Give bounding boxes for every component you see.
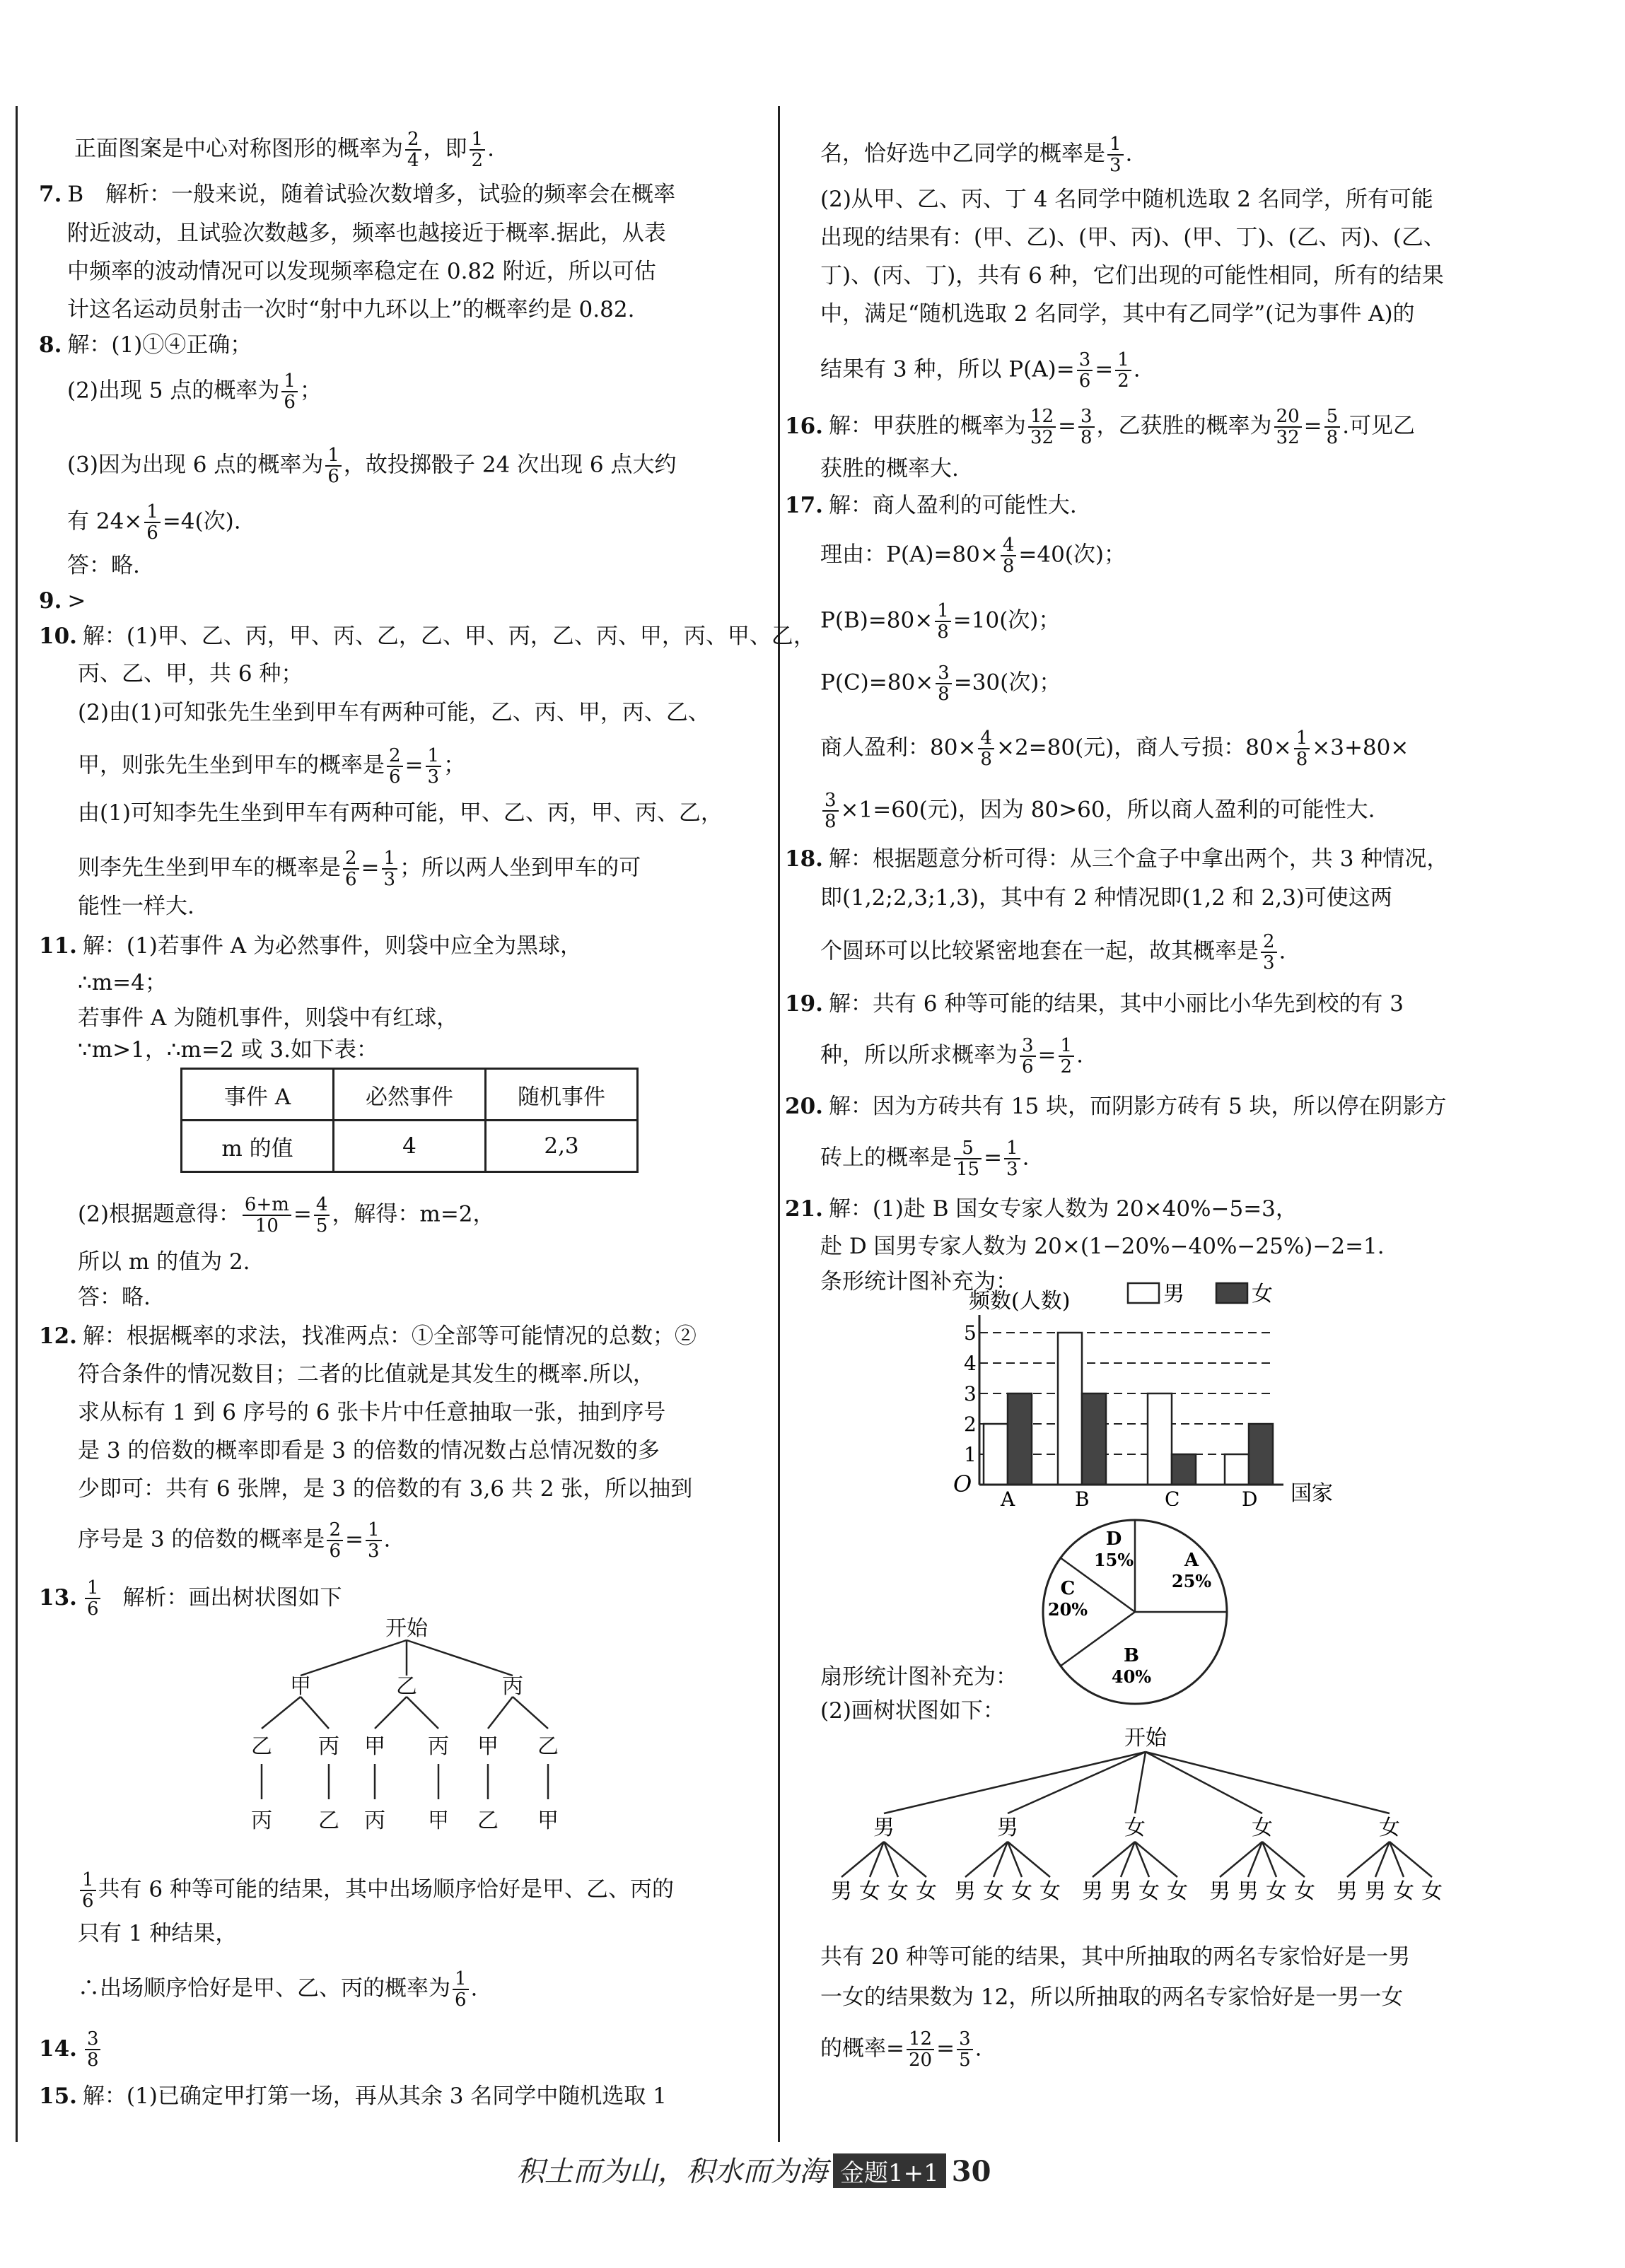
- legend-label-male: 男: [1163, 1282, 1184, 1307]
- line: ∴m=4；: [78, 970, 167, 995]
- tree-edge: [1008, 1752, 1146, 1813]
- line: 附近波动，且试验次数越多，频率也越接近于概率.据此，从表: [67, 221, 666, 246]
- bar-male: [1058, 1333, 1082, 1485]
- line: ∵m>1，∴m=2 或 3.如下表：: [78, 1037, 378, 1063]
- tree-leaf: 男: [1110, 1879, 1131, 1904]
- table-header: 必然事件: [334, 1069, 486, 1121]
- question-16: 16. 解：甲获胜的概率为 $\frac{12}{32}$ = $\frac{3}{8}$ ，乙获胜的概率为 $\frac{20}{32}$ = $\frac{5}{8}$ .可见乙: [785, 406, 1416, 448]
- line: 理由：P(A)=80× $\frac{4}{8}$ =40(次)；: [820, 534, 1126, 577]
- line: (2)出现 5 点的概率为 $\frac{1}{6}$ ；: [67, 370, 322, 413]
- line: 一女的结果数为 12，所以所抽取的两名专家恰好是一男一女: [820, 1984, 1404, 2010]
- bar-female: [1172, 1454, 1196, 1485]
- fraction: $\frac{1}{3}$: [366, 1520, 382, 1561]
- fraction: $\frac{4}{5}$: [314, 1195, 330, 1236]
- fraction: $\frac{1}{6}$: [325, 445, 342, 486]
- line: 扇形统计图补充为：: [820, 1664, 1018, 1690]
- question-14: 14. $\frac{3}{8}$: [39, 2029, 103, 2070]
- line: $\frac{1}{6}$ 共有 6 种等可能的结果，其中出场顺序恰好是甲、乙、丙的: [78, 1870, 674, 1911]
- fraction: $\frac{2}{3}$: [1261, 932, 1277, 973]
- y-tick-label: 2: [964, 1413, 977, 1436]
- question-20: 20. 解：因为方砖共有 15 块，而阴影方砖有 5 块，所以停在阴影方: [785, 1094, 1447, 1119]
- fraction: $\frac{1}{6}$: [144, 502, 161, 543]
- fraction: $\frac{2}{6}$: [343, 848, 359, 889]
- fraction: $\frac{3}{8}$: [936, 663, 952, 704]
- line: 商人盈利：80× $\frac{4}{8}$ ×2=80(元)，商人亏损：80× $\frac{1}{8}$ ×3+80×: [820, 727, 1409, 770]
- tree-node: 甲: [290, 1674, 311, 1699]
- line: 丁)、(丙、丁)，共有 6 种，它们出现的可能性相同，所有的结果: [820, 263, 1444, 288]
- line: (2)从甲、乙、丙、丁 4 名同学中随机选取 2 名同学，所有可能: [820, 187, 1433, 212]
- pie-chart: [1039, 1513, 1252, 1711]
- question-11: 11. 解：(1)若事件 A 为必然事件，则袋中应全为黑球，: [39, 933, 582, 959]
- tree-node: 甲: [428, 1808, 449, 1833]
- question-12: 12. 解：根据概率的求法，找准两点：①全部等可能情况的总数；②: [39, 1323, 697, 1349]
- question-18: 18. 解：根据题意分析可得：从三个盒子中拿出两个，共 3 种情况，: [785, 846, 1449, 872]
- table-cell: m 的值: [182, 1121, 334, 1172]
- bar-male: [1225, 1454, 1249, 1485]
- fraction: $\frac{5}{15}$: [954, 1138, 982, 1179]
- line: 赴 D 国男专家人数为 20×(1−20%−40%−25%)−2=1.: [820, 1234, 1385, 1259]
- line: 共有 20 种等可能的结果，其中所抽取的两名专家恰好是一男: [820, 1944, 1411, 1970]
- fraction: $\frac{20}{32}$: [1274, 407, 1302, 448]
- fraction: $\frac{1}{2}$: [1115, 350, 1131, 391]
- line: 少即可：共有 6 张牌，是 3 的倍数的有 3,6 共 2 张，所以抽到: [78, 1476, 693, 1502]
- x-axis-label: 国家: [1291, 1481, 1333, 1506]
- tree-node: 乙: [537, 1734, 559, 1759]
- tree-leaf: 男: [1209, 1879, 1230, 1904]
- tree-edge: [1146, 1752, 1390, 1813]
- tree-leaf: 女: [1167, 1879, 1188, 1904]
- fraction: $\frac{3}{8}$: [1078, 407, 1095, 448]
- fraction: $\frac{12}{20}$: [907, 2029, 934, 2070]
- question-10: 10. 解：(1)甲、乙、丙，甲、丙、乙，乙、甲、丙，乙、丙、甲，丙、甲、乙，: [39, 624, 815, 649]
- tree-leaf: 女: [1011, 1879, 1032, 1904]
- line: 答：略.: [78, 1285, 151, 1310]
- question-15: 15. 解：(1)已确定甲打第一场，再从其余 3 名同学中随机选取 1: [39, 2083, 667, 2109]
- fraction: $\frac{1}{6}$: [85, 1578, 101, 1619]
- page-number: 30: [951, 2155, 991, 2188]
- line: 种，所以所求概率为 $\frac{3}{6}$ = $\frac{1}{2}$ .: [820, 1035, 1083, 1077]
- bar-male: [984, 1424, 1008, 1485]
- x-tick-label: A: [1001, 1487, 1015, 1506]
- x-tick-label: C: [1165, 1487, 1180, 1506]
- x-tick-label: D: [1242, 1487, 1258, 1506]
- pie-pct: 15%: [1093, 1550, 1134, 1570]
- tree-diagram-1: [233, 1615, 601, 1849]
- line: 则李先生坐到甲车的概率是 $\frac{2}{6}$ = $\frac{1}{3}$ ；所以两人坐到甲车的可: [78, 848, 641, 890]
- brand-badge: 金题1+1: [833, 2153, 946, 2188]
- tree-node: 女: [1379, 1816, 1400, 1840]
- pie-label: C: [1060, 1578, 1076, 1599]
- y-tick-label: 1: [964, 1443, 977, 1466]
- line: ∴出场顺序恰好是甲、乙、丙的概率为 $\frac{1}{6}$ .: [78, 1968, 478, 2011]
- line: 计这名运动员射击一次时“射中九环以上”的概率约是 0.82.: [67, 297, 635, 322]
- line: 求从标有 1 到 6 序号的 6 张卡片中任意抽取一张，抽到序号: [78, 1400, 666, 1425]
- tree-node: 丙: [364, 1808, 385, 1833]
- origin-label: O: [953, 1471, 972, 1497]
- fraction: $\frac{3}{8}$: [85, 2029, 101, 2070]
- bar-female: [1082, 1393, 1106, 1485]
- bar-male: [1148, 1393, 1172, 1485]
- fraction: $\frac{1}{3}$: [1107, 134, 1124, 175]
- fraction: $\frac{6+m}{10}$: [243, 1195, 291, 1236]
- tree-leaf: 男: [1336, 1879, 1358, 1904]
- fraction: $\frac{1}{6}$: [453, 1969, 469, 2010]
- line: 是 3 的倍数的概率即看是 3 的倍数的情况数占总情况数的多: [78, 1438, 660, 1463]
- tree-node: 甲: [537, 1808, 559, 1833]
- tree-node: 丙: [502, 1674, 523, 1699]
- bar-female: [1249, 1424, 1273, 1485]
- question-19: 19. 解：共有 6 种等可能的结果，其中小丽比小华先到校的有 3: [785, 991, 1404, 1017]
- tree-leaf: 男: [1365, 1879, 1386, 1904]
- fraction: $\frac{3}{8}$: [822, 790, 839, 831]
- tree-node: 男: [997, 1816, 1018, 1840]
- tree-leaf: 女: [859, 1879, 880, 1904]
- line: P(C)=80× $\frac{3}{8}$ =30(次)；: [820, 662, 1061, 705]
- y-axis-label: 频数(人数): [969, 1289, 1071, 1314]
- fraction: $\frac{4}{8}$: [1001, 535, 1017, 576]
- tree-leaf: 女: [1421, 1879, 1443, 1904]
- line: P(B)=80× $\frac{1}{8}$ =10(次)；: [820, 600, 1061, 643]
- tree-leaf: 女: [1039, 1879, 1061, 1904]
- tree-leaf: 女: [983, 1879, 1004, 1904]
- x-tick-label: B: [1075, 1487, 1090, 1506]
- line: 答：略.: [67, 553, 140, 578]
- table-header: 随机事件: [486, 1069, 638, 1121]
- tree-diagram-2: [813, 1725, 1478, 1937]
- tree-node: 女: [1124, 1816, 1146, 1840]
- tree-leaf: 女: [1266, 1879, 1287, 1904]
- left-margin-rule: [16, 106, 18, 2142]
- line: 正面图案是中心对称图形的概率为 $\frac{2}{4}$ ，即 $\frac{1}{2}$ .: [74, 129, 494, 171]
- line: 结果有 3 种，所以 P(A)= $\frac{3}{6}$ = $\frac{1}{2}$ .: [820, 349, 1141, 392]
- pie-label: D: [1105, 1528, 1122, 1550]
- table-header: 事件 A: [182, 1069, 334, 1121]
- tree-leaf: 女: [887, 1879, 909, 1904]
- tree-edge: [1146, 1752, 1262, 1813]
- fraction: $\frac{1}{8}$: [935, 601, 951, 642]
- tree-node: 男: [873, 1816, 895, 1840]
- line: (2)画树状图如下：: [820, 1698, 1005, 1724]
- legend-swatch-female: [1216, 1283, 1247, 1303]
- tree-node: 女: [1252, 1816, 1273, 1840]
- fraction: $\frac{1}{2}$: [470, 129, 486, 170]
- fraction: $\frac{1}{2}$: [1059, 1036, 1075, 1077]
- line: 只有 1 种结果，: [78, 1921, 238, 1946]
- fraction: $\frac{3}{6}$: [1077, 350, 1093, 391]
- bar-chart: [948, 1273, 1358, 1506]
- legend-swatch-male: [1128, 1283, 1159, 1303]
- fraction: $\frac{1}{6}$: [80, 1870, 96, 1911]
- tree-edge: [884, 1752, 1146, 1813]
- line: 甲，则张先生坐到甲车的概率是 $\frac{2}{6}$ = $\frac{1}{3}$ ；: [78, 745, 466, 788]
- bar-female: [1008, 1393, 1032, 1485]
- table-cell: 4: [334, 1121, 486, 1172]
- line: 符合条件的情况数目；二者的比值就是其发生的概率.所以，: [78, 1362, 655, 1387]
- fraction: $\frac{3}{5}$: [957, 2029, 973, 2070]
- tree-leaf: 女: [916, 1879, 937, 1904]
- tree-node: 乙: [251, 1734, 272, 1759]
- fraction: $\frac{1}{3}$: [426, 746, 442, 787]
- fraction: $\frac{12}{32}$: [1028, 407, 1056, 448]
- line: 获胜的概率大.: [820, 456, 959, 481]
- tree-node: 乙: [318, 1808, 339, 1833]
- pie-label: A: [1184, 1550, 1199, 1571]
- line: 出现的结果有：(甲、乙)、(甲、丙)、(甲、丁)、(乙、丙)、(乙、: [820, 225, 1445, 250]
- pie-pct: 25%: [1171, 1571, 1212, 1591]
- line: (3)因为出现 6 点的概率为 $\frac{1}{6}$ ，故投掷骰子 24 次出现 6 点大约: [67, 445, 677, 487]
- y-tick-label: 3: [964, 1382, 977, 1405]
- tree-node: 乙: [477, 1808, 499, 1833]
- line: 有 24× $\frac{1}{6}$ =4(次).: [67, 501, 241, 544]
- fraction: $\frac{2}{4}$: [405, 129, 421, 170]
- column-divider: [778, 106, 780, 2142]
- tree-node: 乙: [396, 1674, 417, 1699]
- tree-leaf: 男: [1237, 1879, 1259, 1904]
- fraction: $\frac{1}{3}$: [1004, 1138, 1020, 1179]
- line: (2)根据题意得： $\frac{6+m}{10}$ = $\frac{4}{5}$ ，解得：m=2，: [78, 1194, 495, 1237]
- pie-pct: 40%: [1111, 1666, 1152, 1687]
- line: 名，恰好选中乙同学的概率是 $\frac{1}{3}$ .: [820, 134, 1133, 176]
- fraction: $\frac{1}{3}$: [382, 848, 398, 889]
- question-21: 21. 解：(1)赴 B 国女专家人数为 20×40%−5=3，: [785, 1196, 1298, 1222]
- line: 砖上的概率是 $\frac{5}{15}$ = $\frac{1}{3}$ .: [820, 1138, 1030, 1180]
- tree-node: 甲: [364, 1734, 385, 1759]
- line: 个圆环可以比较紧密地套在一起，故其概率是 $\frac{2}{3}$ .: [820, 931, 1286, 974]
- tree-leaf: 男: [1082, 1879, 1103, 1904]
- footer-motto: 积土而为山，积水而为海: [516, 2156, 827, 2188]
- pie-pct: 20%: [1047, 1599, 1088, 1620]
- fraction: $\frac{1}{8}$: [1294, 728, 1310, 769]
- line: 条形统计图补充为：: [820, 1269, 1018, 1294]
- line: 能性一样大.: [78, 894, 194, 919]
- question-8: 8. 解：(1)①④正确；: [39, 332, 252, 358]
- tree-leaf: 男: [831, 1879, 852, 1904]
- fraction: $\frac{3}{6}$: [1020, 1036, 1036, 1077]
- line: (2)由(1)可知张先生坐到甲车有两种可能，乙、丙、甲，丙、乙、: [78, 700, 710, 725]
- page-footer: [516, 2149, 991, 2190]
- fraction: $\frac{1}{6}$: [281, 371, 298, 412]
- line: 中频率的波动情况可以发现频率稳定在 0.82 附近，所以可估: [67, 259, 656, 284]
- tree-leaf: 女: [1138, 1879, 1160, 1904]
- line: 中，满足“随机选取 2 名同学，其中有乙同学”(记为事件 A)的: [820, 301, 1415, 327]
- question-17: 17. 解：商人盈利的可能性大.: [785, 493, 1077, 518]
- question-9: 9. >: [39, 588, 86, 614]
- tree-edge: [1135, 1752, 1146, 1813]
- line: $\frac{3}{8}$ ×1=60(元)，因为 80>60，所以商人盈利的可能性大.: [820, 790, 1375, 831]
- tree-node: 丙: [318, 1734, 339, 1759]
- line: 序号是 3 的倍数的概率是 $\frac{2}{6}$ = $\frac{1}{3}$ .: [78, 1519, 391, 1562]
- pie-label: B: [1124, 1645, 1139, 1666]
- tree-leaf: 男: [955, 1879, 976, 1904]
- question-7: 7. B 解析：一般来说，随着试验次数增多，试验的频率会在概率: [39, 182, 676, 207]
- tree-root: 开始: [385, 1616, 428, 1641]
- tree-leaf: 女: [1393, 1879, 1414, 1904]
- table-cell: 2,3: [486, 1121, 638, 1172]
- fraction: $\frac{2}{6}$: [387, 746, 403, 787]
- tree-leaf: 女: [1294, 1879, 1315, 1904]
- legend-label-female: 女: [1252, 1282, 1273, 1307]
- tree-root: 开始: [1124, 1726, 1167, 1750]
- line: 若事件 A 为随机事件，则袋中有红球，: [78, 1005, 459, 1031]
- line: 的概率= $\frac{12}{20}$ = $\frac{3}{5}$ .: [820, 2028, 982, 2071]
- line: 丙、乙、甲，共 6 种；: [78, 661, 303, 686]
- y-tick-label: 5: [964, 1321, 977, 1345]
- y-tick-label: 4: [964, 1352, 977, 1375]
- line: 所以 m 的值为 2.: [78, 1249, 250, 1275]
- line: 由(1)可知李先生坐到甲车有两种可能，甲、乙、丙，甲、丙、乙，: [78, 800, 723, 826]
- fraction: $\frac{4}{8}$: [978, 728, 994, 769]
- fraction: $\frac{5}{8}$: [1324, 407, 1341, 448]
- line: 即(1,2;2,3;1,3)，其中有 2 种情况即(1,2 和 2,3)可使这两: [820, 885, 1392, 911]
- tree-node: 丙: [428, 1734, 449, 1759]
- event-table: [180, 1068, 639, 1173]
- question-13: 13. $\frac{1}{6}$ 解析：画出树状图如下: [39, 1577, 342, 1620]
- fraction: $\frac{2}{6}$: [327, 1520, 343, 1561]
- tree-node: 丙: [251, 1808, 272, 1833]
- tree-node: 甲: [477, 1734, 499, 1759]
